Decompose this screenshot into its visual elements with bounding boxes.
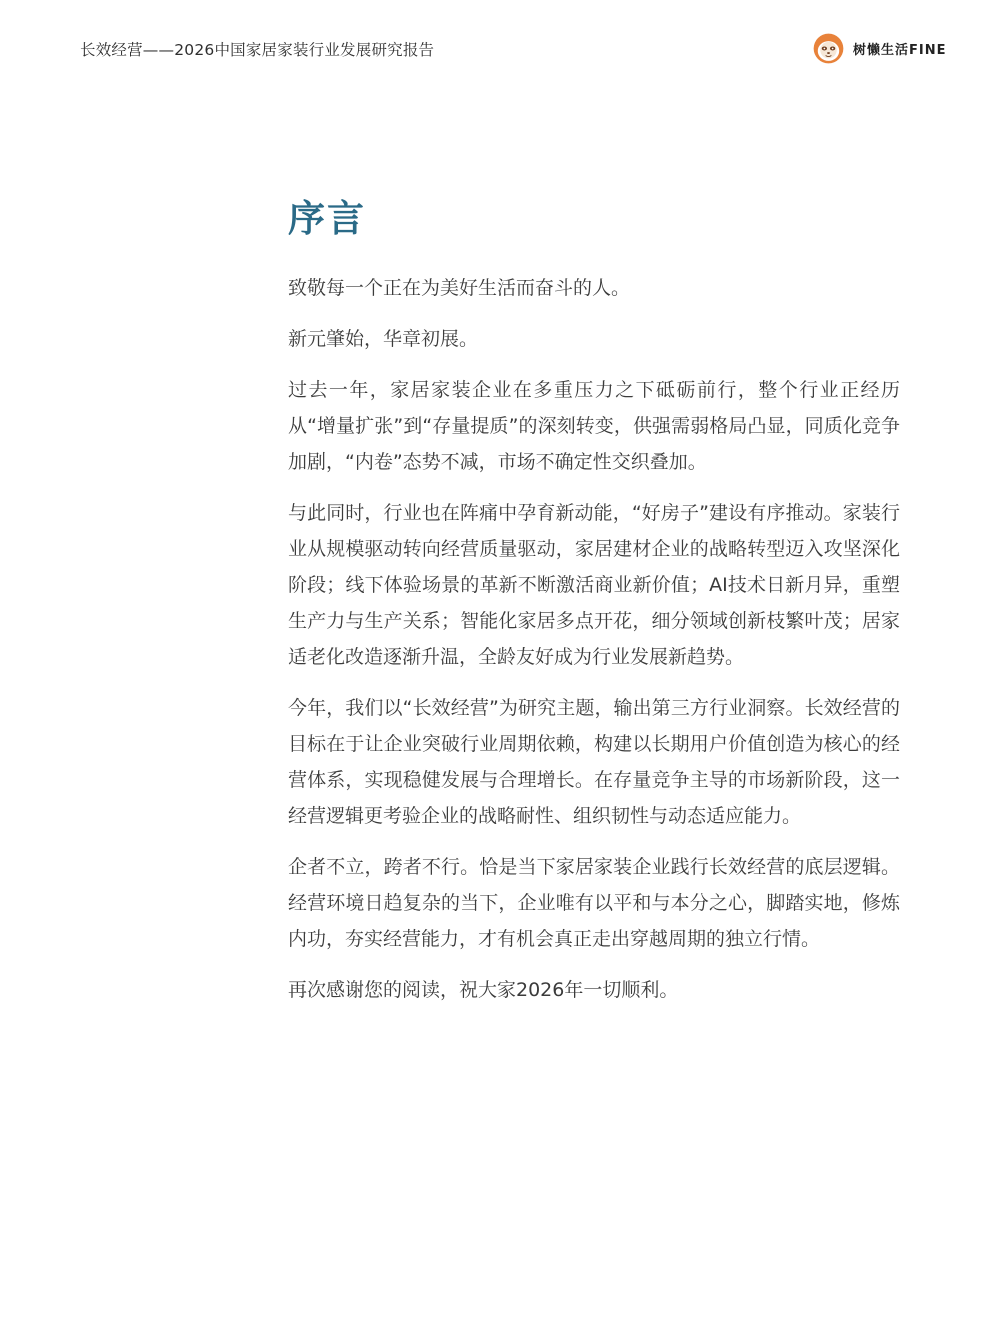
preface-paragraph: 再次感谢您的阅读，祝大家2026年一切顺利。 bbox=[288, 979, 679, 1001]
preface-paragraph: 新元肇始，华章初展。 bbox=[288, 328, 479, 350]
brand-logo bbox=[812, 31, 946, 65]
brand-name: 树懒生活FINE bbox=[853, 42, 947, 58]
preface-paragraph: 企者不立，跨者不行。恰是当下家居家装企业践行长效经营的底层逻辑。经营环境日趋复杂的当下，企业唯有以平和与本分之心，脚踏实地，修炼内功，夯实经营能力，才有机会真正走出穿越周期的独立行情。 bbox=[288, 856, 900, 950]
preface-heading: 序言 bbox=[288, 197, 366, 240]
sloth-face-icon bbox=[812, 32, 845, 65]
preface-paragraph: 今年，我们以“长效经营”为研究主题，输出第三方行业洞察。长效经营的目标在于让企业突破行业周期依赖，构建以长期用户价值创造为核心的经营体系，实现稳健发展与合理增长。在存量竞争主导的市场新阶段，这一经营逻辑更考验企业的战略耐性、组织韧性与动态适应能力。 bbox=[288, 697, 900, 827]
preface-paragraph: 致敬每一个正在为美好生活而奋斗的人。 bbox=[288, 277, 631, 299]
preface-paragraph: 与此同时，行业也在阵痛中孕育新动能，“好房子”建设有序推动。家装行业从规模驱动转向经营质量驱动，家居建材企业的战略转型迈入攻坚深化阶段；线下体验场景的革新不断激活商业新价值；AI技术日新月异，重塑生产力与生产关系；智能化家居多点开花，细分领域创新枝繁叶茂；居家适老化改造逐渐升温，全龄友好成为行业发展新趋势。 bbox=[288, 502, 900, 668]
preface-body bbox=[288, 270, 900, 1023]
report-title: 长效经营——2026中国家居家装行业发展研究报告 bbox=[80, 41, 435, 59]
preface-paragraph: 过去一年，家居家装企业在多重压力之下砥砺前行，整个行业正经历从“增量扩张”到“存量提质”的深刻转变，供强需弱格局凸显，同质化竞争加剧，“内卷”态势不减，市场不确定性交织叠加。 bbox=[288, 379, 900, 473]
